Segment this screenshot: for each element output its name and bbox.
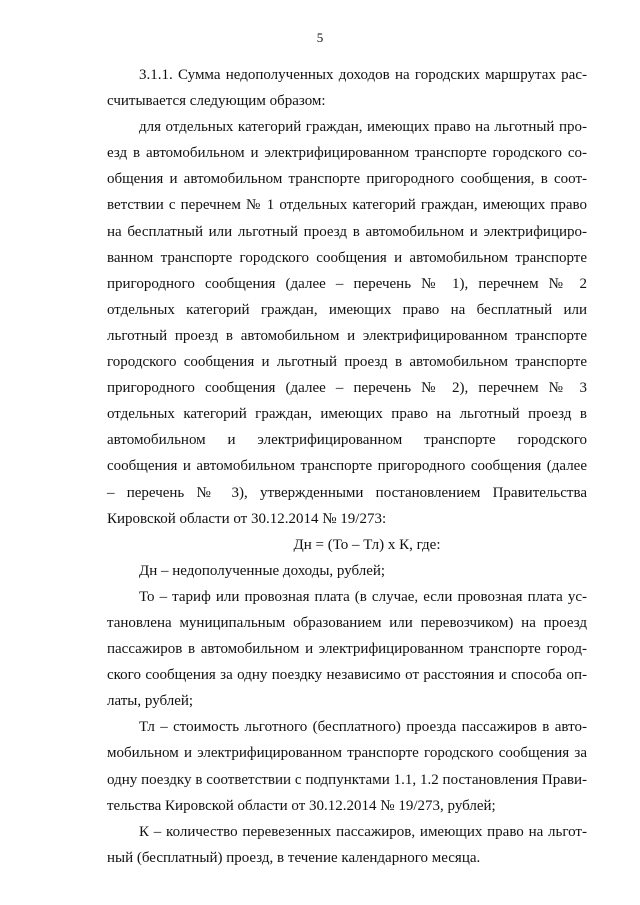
paragraph-section-3-1-1: 3.1.1. Сумма недополученных доходов на городских маршрутах рассчитывается следующим образом: <box>107 67 587 110</box>
document-body <box>107 62 587 871</box>
definition-to: То – тариф или провозная плата (в случае, если провозная плата установлена муниципальным образованием или перевозчиком) на проезд пассажиров в автомобильном и электрифицированном транспорте городского сообщения за одну поездку независимо от расстояния и способа оплаты, рублей; <box>107 588 587 710</box>
definition-tl: Тл – стоимость льготного (бесплатного) проезда пассажиров в автомобильном и электрифицированном транспорте городского сообщения за одну поездку в соответствии с подпунктами 1.1, 1.2 постановления Правительства Кировской области от 30.12.2014 № 19/273, рублей; <box>107 719 587 814</box>
paragraph-categories-list: для отдельных категорий граждан, имеющих право на льготный проезд в автомобильном и электрифицированном транспорте городского сообщения и автомобильном транспорте пригородного сообщения, в соответствии с перечнем № 1 отдельных категорий граждан, имеющих право на бесплатный или льготный проезд в автомобильном и электрифицированном транспорте городского сообщения и автомобильном транспорте пригородного сообщения (далее – перечень № 1), перечнем № 2 отдельных категорий граждан, имеющих право на бесплатный или льготный проезд в автомобильном и электрифицированном транспорте городского сообщения и льготный проезд в автомобильном транспорте пригородного сообщения (далее – перечень № 2), перечнем № 3 отдельных категорий граждан, имеющих право на льготный проезд в автомобильном и электрифицированном транспорте городского сообщения и автомобильном транспорте пригородного сообщения (далее – перечень № 3), утвержденными постановлением Правительства Кировской области от 30.12.2014 № 19/273: <box>107 119 587 527</box>
definition-k: К – количество перевезенных пассажиров, имеющих право на льготный (бесплатный) проезд, в течение календарного месяца. <box>107 823 587 866</box>
definition-dn: Дн – недополученные доходы, рублей; <box>139 562 386 579</box>
formula-line: Дн = (То – Тл) х К, где: <box>293 536 441 553</box>
page-number: 5 <box>316 30 324 45</box>
